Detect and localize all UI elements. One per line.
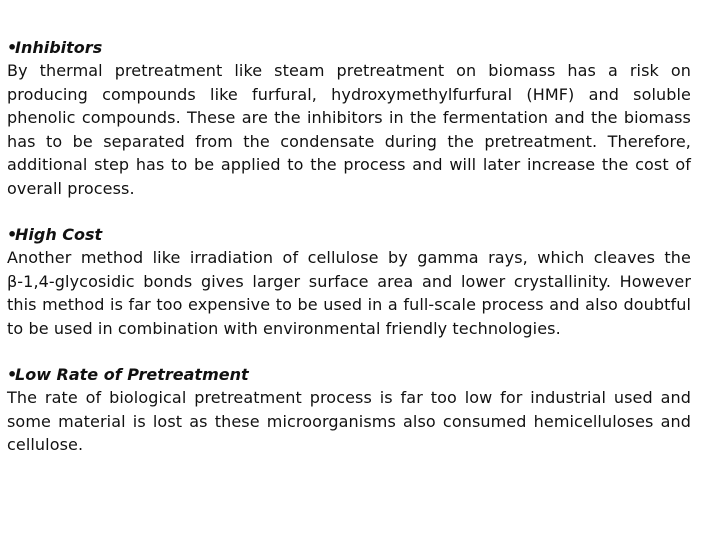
heading-text: High Cost	[15, 225, 103, 244]
bullet-icon: •	[7, 38, 18, 57]
section-inhibitors	[7, 36, 691, 200]
bullet-icon: •	[7, 225, 18, 244]
section-heading	[7, 223, 691, 246]
section-low-rate	[7, 363, 691, 457]
section-body: The rate of biological pretreatment process is far too low for industrial used and some material is lost as these microorganisms also consumed hemicelluloses and cellulose.	[7, 388, 691, 454]
section-body: By thermal pretreatment like steam pretreatment on biomass has a risk on producing compounds like furfural, hydroxymethylfurfural (HMF) and soluble phenolic compounds. These are the inhibitors in the fermentation and the biomass has to be separated from the condensate during the pretreatment. Therefore, additional step has to be applied to the process and will later increase the cost of overall process.	[7, 61, 691, 198]
bullet-icon: •	[7, 365, 18, 384]
section-high-cost	[7, 223, 691, 340]
slide-content	[7, 36, 691, 480]
section-body: Another method like irradiation of cellulose by gamma rays, which cleaves the β-1,4-glycosidic bonds gives larger surface area and lower crystallinity. However this method is far too expensive to be used in a full-scale process and also doubtful to be used in combination with environmental friendly technologies.	[7, 248, 691, 338]
section-heading	[7, 363, 691, 386]
section-heading	[7, 36, 691, 59]
heading-text: Low Rate of Pretreatment	[15, 365, 249, 384]
heading-text: Inhibitors	[15, 38, 103, 57]
